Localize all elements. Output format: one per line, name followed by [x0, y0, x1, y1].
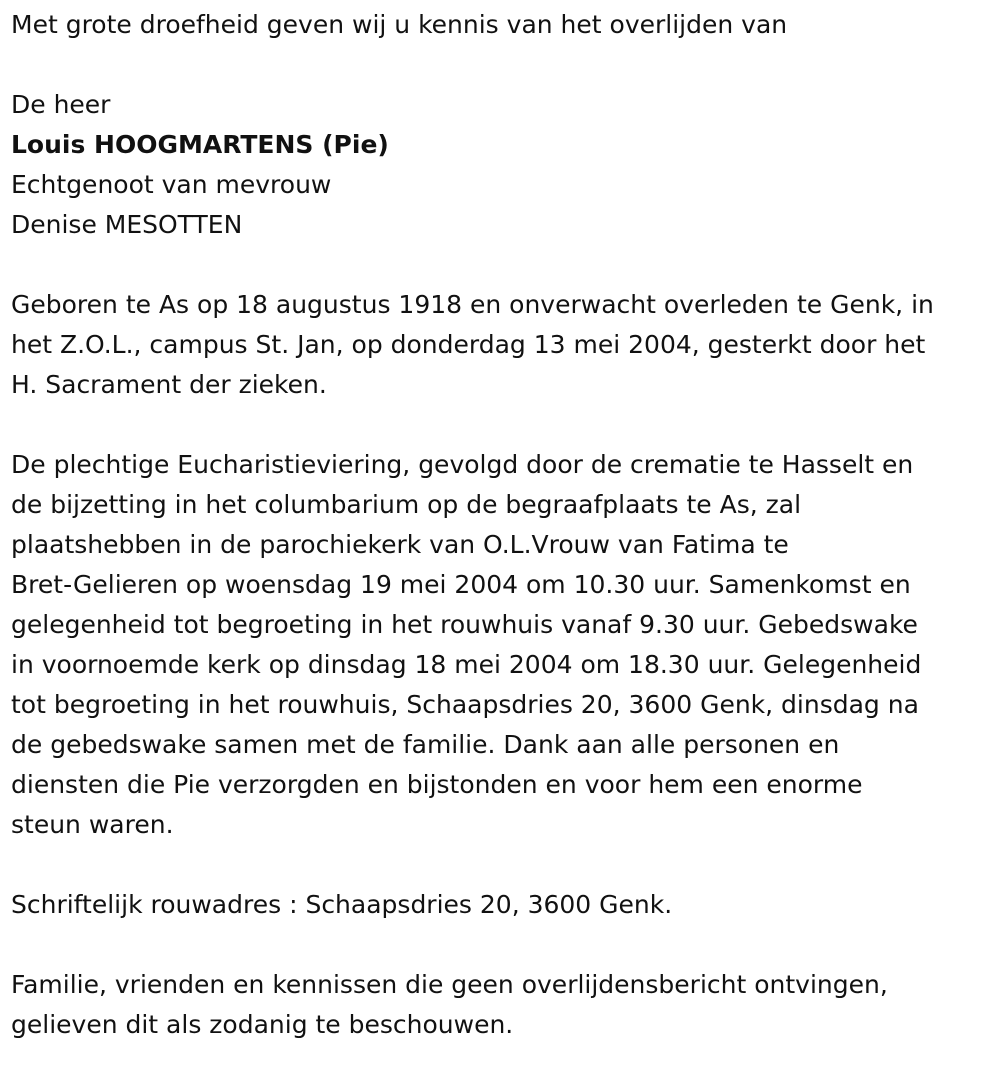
birth-death-paragraph: [11, 285, 986, 405]
paragraph-line: in voornoemde kerk op dinsdag 18 mei 2004 om 18.30 uur. Gelegenheid: [11, 650, 922, 679]
spouse-label: Echtgenoot van mevrouw: [11, 170, 332, 199]
intro-text: Met grote droefheid geven wij u kennis van het overlijden van: [11, 10, 788, 39]
paragraph-line: plaatshebben in de parochiekerk van O.L.Vrouw van Fatima te: [11, 530, 789, 559]
mourning-address: Schriftelijk rouwadres : Schaapsdries 20, 3600 Genk.: [11, 890, 673, 919]
spouse-name: Denise MESOTTEN: [11, 210, 243, 239]
paragraph-line: Familie, vrienden en kennissen die geen overlijdensbericht ontvingen,: [11, 970, 888, 999]
deceased-name: Louis HOOGMARTENS (Pie): [11, 130, 389, 159]
paragraph-line: De plechtige Eucharistieviering, gevolgd door de crematie te Hasselt en: [11, 450, 914, 479]
closing-paragraph: [11, 965, 986, 1045]
spacer: [11, 925, 986, 965]
ceremony-paragraph: [11, 445, 986, 845]
spacer: [11, 405, 986, 445]
title-prefix: De heer: [11, 90, 111, 119]
paragraph-line: gelieven dit als zodanig te beschouwen.: [11, 1010, 514, 1039]
death-notice: [11, 0, 986, 1045]
paragraph-line: Geboren te As op 18 augustus 1918 en onverwacht overleden te Genk, in: [11, 290, 934, 319]
paragraph-line: H. Sacrament der zieken.: [11, 370, 327, 399]
spacer: [11, 45, 986, 85]
spacer: [11, 845, 986, 885]
paragraph-line: de gebedswake samen met de familie. Dank aan alle personen en: [11, 730, 840, 759]
paragraph-line: steun waren.: [11, 810, 174, 839]
paragraph-line: gelegenheid tot begroeting in het rouwhuis vanaf 9.30 uur. Gebedswake: [11, 610, 918, 639]
paragraph-line: het Z.O.L., campus St. Jan, op donderdag 13 mei 2004, gesterkt door het: [11, 330, 926, 359]
paragraph-line: Bret-Gelieren op woensdag 19 mei 2004 om 10.30 uur. Samenkomst en: [11, 570, 911, 599]
paragraph-line: diensten die Pie verzorgden en bijstonden en voor hem een enorme: [11, 770, 863, 799]
spacer: [11, 245, 986, 285]
paragraph-line: tot begroeting in het rouwhuis, Schaapsdries 20, 3600 Genk, dinsdag na: [11, 690, 919, 719]
paragraph-line: de bijzetting in het columbarium op de begraafplaats te As, zal: [11, 490, 802, 519]
